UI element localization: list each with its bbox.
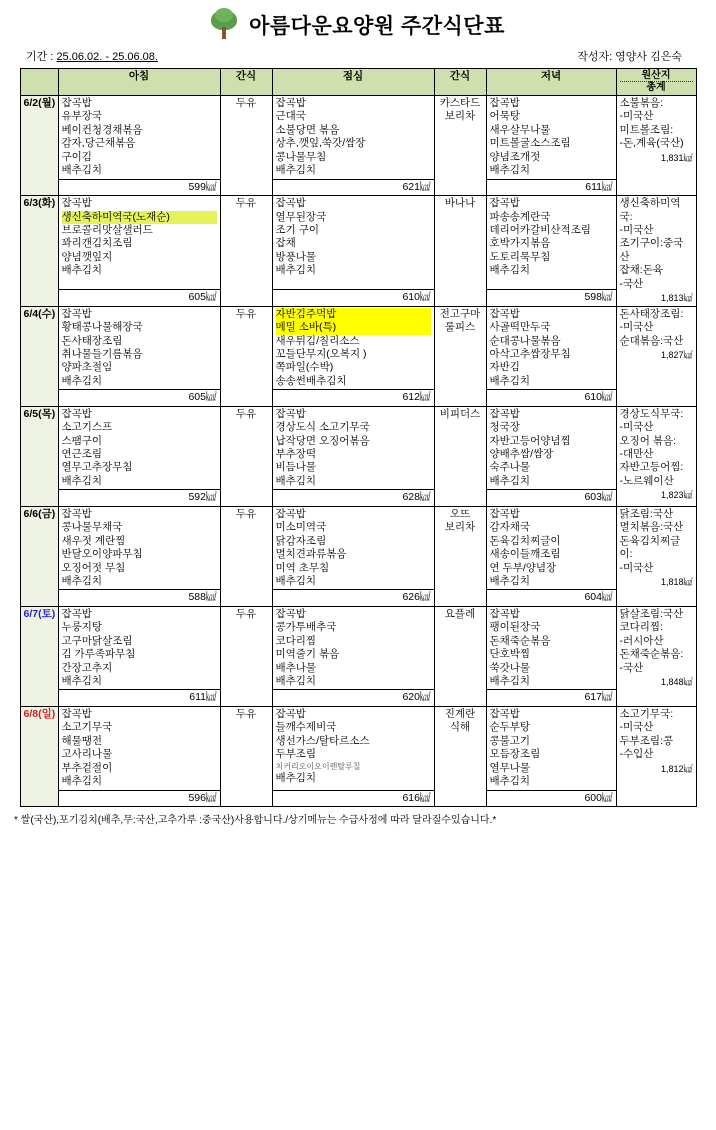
kcal-breakfast: 611㎉ [58, 690, 220, 706]
menu-item: 쑥갓나물 [489, 661, 531, 674]
menu-item: 고사리나물 [61, 748, 113, 761]
menu-item: 방풍나물 [275, 250, 317, 263]
kcal-breakfast: 588㎉ [58, 590, 220, 606]
menu-item: 연근조림 [61, 448, 103, 461]
menu-item: 생신축하미역국(노재순) [62, 211, 217, 224]
menu-item: 꽈리갠김치조림 [61, 237, 133, 250]
breakfast-cell [58, 96, 220, 180]
origin-cell [616, 706, 696, 806]
menu-item: 감자채국 [489, 521, 531, 534]
kcal-lunch: 612㎉ [272, 390, 434, 406]
menu-item: 잡곡밥 [275, 97, 306, 109]
day-cell: 6/5(목) [20, 406, 58, 506]
menu-item: 콩불고기 [489, 734, 531, 747]
lunch-cell [272, 606, 434, 690]
origin-item: -미국산 [619, 223, 654, 236]
page-title: 아름다운요양원 주간식단표 [249, 15, 505, 38]
kcal-lunch: 620㎉ [272, 690, 434, 706]
origin-item: -노르웨이산 [619, 474, 674, 487]
menu-item: 배추김치 [61, 775, 103, 788]
origin-item: 오징어 볶음: [619, 434, 677, 447]
origin-item: 돈육김치찌글이: [619, 534, 681, 561]
menu-item: 양파초절임 [61, 361, 113, 374]
kcal-total: 1,823㎉ [660, 490, 693, 501]
lunch-cell [272, 506, 434, 590]
col-breakfast: 아침 [58, 69, 220, 96]
col-origin [616, 69, 696, 96]
menu-item: 간장고추지 [61, 661, 113, 674]
menu-item: 콩나물무채국 [61, 521, 123, 534]
menu-item: 배추김치 [275, 164, 317, 177]
origin-cell [616, 506, 696, 606]
menu-item: 배추김치 [275, 264, 317, 277]
footnote: * 쌀(국산),포기김치(배추,무:국산,고추가루 :중국산)사용합니다./상기메뉴는 수급사정에 따라 달라질수있습니다.* [14, 814, 497, 826]
menu-item: 배추김치 [275, 675, 317, 688]
table-row [20, 96, 696, 180]
kcal-row [20, 590, 696, 606]
menu-item: 보리차 [444, 521, 476, 534]
menu-item: 새우살무나물 [489, 123, 551, 136]
menu-item: 누룽지탕 [61, 621, 103, 634]
menu-item: 조기 구이 [275, 223, 319, 236]
origin-item: 미트볼조림: [619, 123, 674, 136]
day-cell: 6/2(월) [20, 96, 58, 196]
menu-item: 잡곡밥 [275, 197, 306, 210]
origin-item: -국산 [619, 661, 644, 674]
origin-item: 소불볶음: [619, 97, 663, 109]
menu-item: 배추김치 [489, 474, 531, 487]
origin-item: 경상도식무국: [619, 407, 684, 420]
menu-item: 잡곡밥 [489, 97, 520, 109]
menu-item: 배추김치 [61, 474, 103, 487]
menu-item: 송송썬배추김치 [275, 374, 347, 387]
origin-cell [616, 196, 696, 307]
menu-item: 잡곡밥 [489, 407, 520, 420]
origin-item: 순대볶음:국산 [619, 334, 684, 347]
snack2-cell [434, 706, 486, 806]
menu-item: 잡곡밥 [275, 507, 306, 520]
lunch-cell [272, 406, 434, 490]
menu-item: 근대국 [275, 110, 306, 123]
menu-item: 감자,당근채볶음 [61, 137, 136, 150]
origin-item: 닭살조림:국산 [619, 607, 684, 620]
menu-item: 단호박찜 [489, 648, 531, 661]
menu-item: 배추김치 [61, 675, 103, 688]
col-snack1: 간식 [220, 69, 272, 96]
kcal-total: 1,827㎉ [660, 349, 693, 360]
menu-item: 코다리찜 [275, 634, 317, 647]
menu-item: 닭감자조림 [275, 534, 327, 547]
kcal-row [20, 690, 696, 706]
origin-item: 멸치볶음:국산 [619, 521, 684, 534]
snack2-cell [434, 96, 486, 196]
menu-table [20, 68, 697, 807]
kcal-breakfast: 599㎉ [58, 179, 220, 195]
menu-item: 팽이된장국 [489, 621, 541, 634]
menu-item: 비피더스 [439, 407, 481, 420]
menu-item: 경상도식 소고기무국 [275, 421, 370, 434]
menu-item: 잡곡밥 [61, 197, 92, 210]
menu-item: 배추김치 [275, 771, 317, 784]
kcal-dinner: 603㎉ [486, 490, 616, 506]
menu-item: 데리어카갈비산적조림 [489, 223, 591, 236]
snack1-cell: 두유 [220, 306, 272, 406]
menu-item: 청국장 [489, 421, 520, 434]
menu-item: 사골떡만두국 [489, 321, 551, 334]
day-cell: 6/7(토) [20, 606, 58, 706]
author: 작성자: 영양사 김은숙 [577, 51, 682, 63]
kcal-total: 1,848㎉ [660, 677, 693, 688]
breakfast-cell [58, 506, 220, 590]
origin-item: 두부조림:콩 [619, 734, 674, 747]
menu-item: 도토리묵무침 [489, 250, 551, 263]
menu-item: 베이컨청경채볶음 [61, 123, 143, 136]
menu-item: 배추김치 [275, 574, 317, 587]
kcal-dinner: 604㎉ [486, 590, 616, 606]
origin-item: -대만산 [619, 448, 654, 461]
menu-item: 진계란 [444, 707, 476, 720]
day-cell: 6/3(화) [20, 196, 58, 307]
col-origin-bottom: 총계 [646, 82, 666, 93]
origin-cell [616, 96, 696, 196]
menu-item: 호박가지볶음 [489, 237, 551, 250]
menu-item: 모듬장조림 [489, 748, 541, 761]
menu-item: 양념조개젓 [489, 150, 541, 163]
menu-item: 상추,깻잎,쑥갓/쌈장 [275, 137, 366, 150]
breakfast-cell [58, 306, 220, 390]
table-row [20, 506, 696, 590]
kcal-lunch: 610㎉ [272, 290, 434, 306]
menu-item: 잡곡밥 [61, 707, 92, 720]
snack1-cell: 두유 [220, 96, 272, 196]
menu-item: 배추김치 [489, 164, 531, 177]
kcal-dinner: 611㎉ [486, 179, 616, 195]
menu-item: 멸치견과류볶음 [275, 548, 347, 561]
menu-item: 오징어젓 무침 [61, 561, 126, 574]
menu-item: 열무고추장무침 [61, 461, 133, 474]
menu-item: 콩나물무침 [275, 150, 327, 163]
dinner-cell [486, 96, 616, 180]
menu-item: 파송송계란국 [489, 210, 551, 223]
origin-cell [616, 606, 696, 706]
snack1-cell: 두유 [220, 506, 272, 606]
snack1-cell: 두유 [220, 706, 272, 806]
origin-item: 조기구이:중국산 [619, 237, 684, 263]
kcal-breakfast: 596㎉ [58, 790, 220, 806]
menu-item: 황태콩나물해장국 [61, 321, 143, 334]
menu-item: 순대콩나물볶음 [489, 334, 561, 347]
menu-item: 치커리오이오이렌탈루칠 [275, 761, 361, 771]
col-origin-top: 원산지 [620, 70, 693, 82]
page-header [0, 0, 716, 42]
menu-item: 취나물들기름볶음 [61, 347, 143, 360]
menu-item: 배추김치 [61, 164, 103, 177]
menu-item: 소고기무국 [61, 721, 113, 734]
snack2-cell [434, 306, 486, 406]
menu-item: 전고구마 [439, 307, 481, 320]
menu-item: 잡곡밥 [61, 307, 92, 320]
table-row [20, 606, 696, 690]
menu-item: 소고기스프 [61, 421, 113, 434]
subheader [6, 46, 710, 66]
menu-item: 아삭고추쌈장무침 [489, 347, 571, 360]
origin-item: 자반고등어찜: [619, 461, 684, 474]
kcal-breakfast: 605㎉ [58, 390, 220, 406]
origin-item: 잡채:돈육 [619, 264, 663, 277]
menu-item: 배추김치 [489, 574, 531, 587]
menu-item: 잡곡밥 [489, 607, 520, 620]
menu-item: 배추김치 [61, 264, 103, 277]
kcal-lunch: 626㎉ [272, 590, 434, 606]
kcal-breakfast: 592㎉ [58, 490, 220, 506]
menu-item: 미역줄기 볶음 [275, 648, 340, 661]
menu-item: 잡곡밥 [275, 607, 306, 620]
menu-item: 열무나물 [489, 761, 531, 774]
menu-item: 열무된장국 [275, 210, 327, 223]
kcal-lunch: 621㎉ [272, 179, 434, 195]
menu-item: 두부조림 [275, 748, 317, 761]
menu-item: 잡곡밥 [489, 307, 520, 320]
menu-item: 고구마닭살조림 [61, 634, 133, 647]
menu-item: 배추김치 [489, 775, 531, 788]
snack1-cell: 두유 [220, 406, 272, 506]
origin-item: 돈채죽순볶음: [619, 648, 684, 661]
col-snack2: 간식 [434, 69, 486, 96]
menu-item: 부추겉절이 [61, 761, 113, 774]
menu-item: 납작당면 오징어볶음 [275, 434, 370, 447]
menu-item: 자반김 [489, 361, 520, 374]
menu-item: 미역 초무침 [275, 561, 330, 574]
menu-item: 오뜨 [449, 507, 471, 520]
snack2-cell [434, 606, 486, 706]
origin-item: -러시아산 [619, 634, 664, 647]
table-head [20, 69, 696, 96]
dinner-cell [486, 706, 616, 790]
dinner-cell [486, 196, 616, 290]
menu-item: 해물땡전 [61, 734, 103, 747]
origin-item: 소고기무국: [619, 707, 674, 720]
day-cell: 6/4(수) [20, 306, 58, 406]
lunch-cell [272, 706, 434, 790]
menu-item: 잡곡밥 [489, 507, 520, 520]
menu-item: 카스타드 [439, 97, 481, 109]
origin-item: -국산 [619, 277, 644, 290]
menu-item: 배추나물 [275, 661, 317, 674]
kcal-lunch: 628㎉ [272, 490, 434, 506]
menu-item: 돈채죽순볶음 [489, 634, 551, 647]
snack1-cell: 두유 [220, 606, 272, 706]
menu-item: 김 가루족파무침 [61, 648, 136, 661]
origin-item: -미국산 [619, 321, 654, 334]
origin-item: -돈,계육(국산) [619, 137, 684, 150]
col-dinner: 저녁 [486, 69, 616, 96]
table-row [20, 196, 696, 290]
kcal-dinner: 598㎉ [486, 290, 616, 306]
menu-item: 콩가투배추국 [275, 621, 337, 634]
menu-item: 잡곡밥 [61, 97, 92, 109]
menu-item: 새우튀김/칠리소스 [275, 334, 360, 347]
period-label: 기간 : [26, 51, 54, 63]
menu-item: 잡곡밥 [489, 197, 520, 210]
menu-item: 자반고등어양념찜 [489, 434, 571, 447]
menu-item: 배추김치 [61, 374, 103, 387]
menu-item: 비듬나물 [275, 461, 317, 474]
menu-item: 배추김치 [489, 675, 531, 688]
origin-item: 코다리찜: [619, 621, 663, 634]
kcal-dinner: 600㎉ [486, 790, 616, 806]
menu-item: 생선가스/탈타르소스 [275, 734, 370, 747]
menu-item: 잡곡밥 [61, 607, 92, 620]
menu-item: 잡곡밥 [275, 707, 306, 720]
menu-item: 새우젓 계란찜 [61, 534, 126, 547]
menu-item: 배추김치 [489, 374, 531, 387]
kcal-row [20, 490, 696, 506]
day-cell: 6/8(일) [20, 706, 58, 806]
kcal-row [20, 390, 696, 406]
snack1-cell: 두유 [220, 196, 272, 307]
kcal-total: 1,831㎉ [660, 152, 693, 163]
menu-item: 새송이들깨조림 [489, 548, 561, 561]
origin-item: 생신축하미역국: [619, 197, 681, 223]
origin-item: -수입산 [619, 748, 654, 761]
origin-item: -미국산 [619, 110, 654, 123]
menu-item: 룰피스 [444, 321, 476, 334]
table-body [20, 96, 696, 807]
day-cell: 6/6(금) [20, 506, 58, 606]
period-value: 25.06.02. - 25.06.08. [56, 51, 158, 63]
dinner-cell [486, 306, 616, 390]
menu-item: 보리차 [444, 110, 476, 123]
menu-item: 미소미역국 [275, 521, 327, 534]
menu-item: 잡곡밥 [275, 407, 306, 420]
breakfast-cell [58, 406, 220, 490]
kcal-dinner: 617㎉ [486, 690, 616, 706]
snack2-cell [434, 196, 486, 307]
menu-item: 요플레 [444, 607, 476, 620]
dinner-cell [486, 406, 616, 490]
menu-item: 식해 [449, 721, 471, 734]
menu-item: 부추장떡 [275, 448, 317, 461]
menu-item: 미트볼굴소스조림 [489, 137, 571, 150]
origin-item: -미국산 [619, 721, 654, 734]
table-row [20, 306, 696, 390]
menu-item: 배추김치 [275, 474, 317, 487]
menu-item: 스팸구이 [61, 434, 103, 447]
origin-item: -미국산 [619, 421, 654, 434]
menu-item: 브로콜리맛살샐러드 [61, 223, 153, 236]
kcal-lunch: 616㎉ [272, 790, 434, 806]
lunch-cell [272, 196, 434, 290]
kcal-breakfast: 605㎉ [58, 290, 220, 306]
menu-item: 잡곡밥 [61, 407, 92, 420]
kcal-total: 1,818㎉ [660, 576, 693, 587]
origin-item: 돈사태장조림: [619, 307, 684, 320]
snack2-cell [434, 406, 486, 506]
menu-item: 연 두부/양념장 [489, 561, 557, 574]
dinner-cell [486, 606, 616, 690]
menu-item: 숙주나물 [489, 461, 531, 474]
col-day [20, 69, 58, 96]
menu-item: 양배추쌈/쌈장 [489, 448, 554, 461]
origin-item: 닭조림:국산 [619, 507, 674, 520]
menu-item: 배추김치 [61, 574, 103, 587]
menu-item: 메밀 소바(특) [276, 321, 431, 334]
lunch-cell [272, 96, 434, 180]
origin-cell [616, 406, 696, 506]
lunch-cell [272, 306, 434, 390]
kcal-row [20, 790, 696, 806]
kcal-total: 1,812㎉ [660, 763, 693, 774]
menu-item: 들깨수제비국 [275, 721, 337, 734]
menu-item: 양념깻잎지 [61, 250, 113, 263]
breakfast-cell [58, 196, 220, 290]
origin-item: -미국산 [619, 561, 654, 574]
kcal-total: 1,813㎉ [660, 293, 693, 304]
menu-item: 구이김 [61, 150, 92, 163]
menu-item: 바나나 [444, 197, 476, 210]
menu-item: 유부장국 [61, 110, 103, 123]
breakfast-cell [58, 706, 220, 790]
menu-item: 배추김치 [489, 264, 531, 277]
menu-item: 잡곡밥 [489, 707, 520, 720]
menu-item: 어묵탕 [489, 110, 520, 123]
menu-item: 잡채 [275, 237, 296, 250]
kcal-dinner: 610㎉ [486, 390, 616, 406]
snack2-cell [434, 506, 486, 606]
menu-item: 꼬들단무지(오복지 ) [275, 347, 367, 360]
table-row [20, 706, 696, 790]
breakfast-cell [58, 606, 220, 690]
origin-cell [616, 306, 696, 406]
menu-item: 소불당면 볶음 [275, 123, 340, 136]
table-row [20, 406, 696, 490]
period [26, 48, 158, 64]
menu-item: 돈사태장조림 [61, 334, 123, 347]
menu-item: 반달오이양파무침 [61, 548, 143, 561]
menu-item: 순두부탕 [489, 721, 531, 734]
dinner-cell [486, 506, 616, 590]
menu-item: 쪽파일(수박) [275, 361, 334, 374]
tree-icon [211, 10, 237, 40]
menu-item: 돈육김치찌글이 [489, 534, 561, 547]
kcal-row [20, 290, 696, 306]
menu-item: 자반김주먹밥 [276, 308, 431, 321]
kcal-row [20, 179, 696, 195]
col-lunch: 점심 [272, 69, 434, 96]
menu-item: 잡곡밥 [61, 507, 92, 520]
